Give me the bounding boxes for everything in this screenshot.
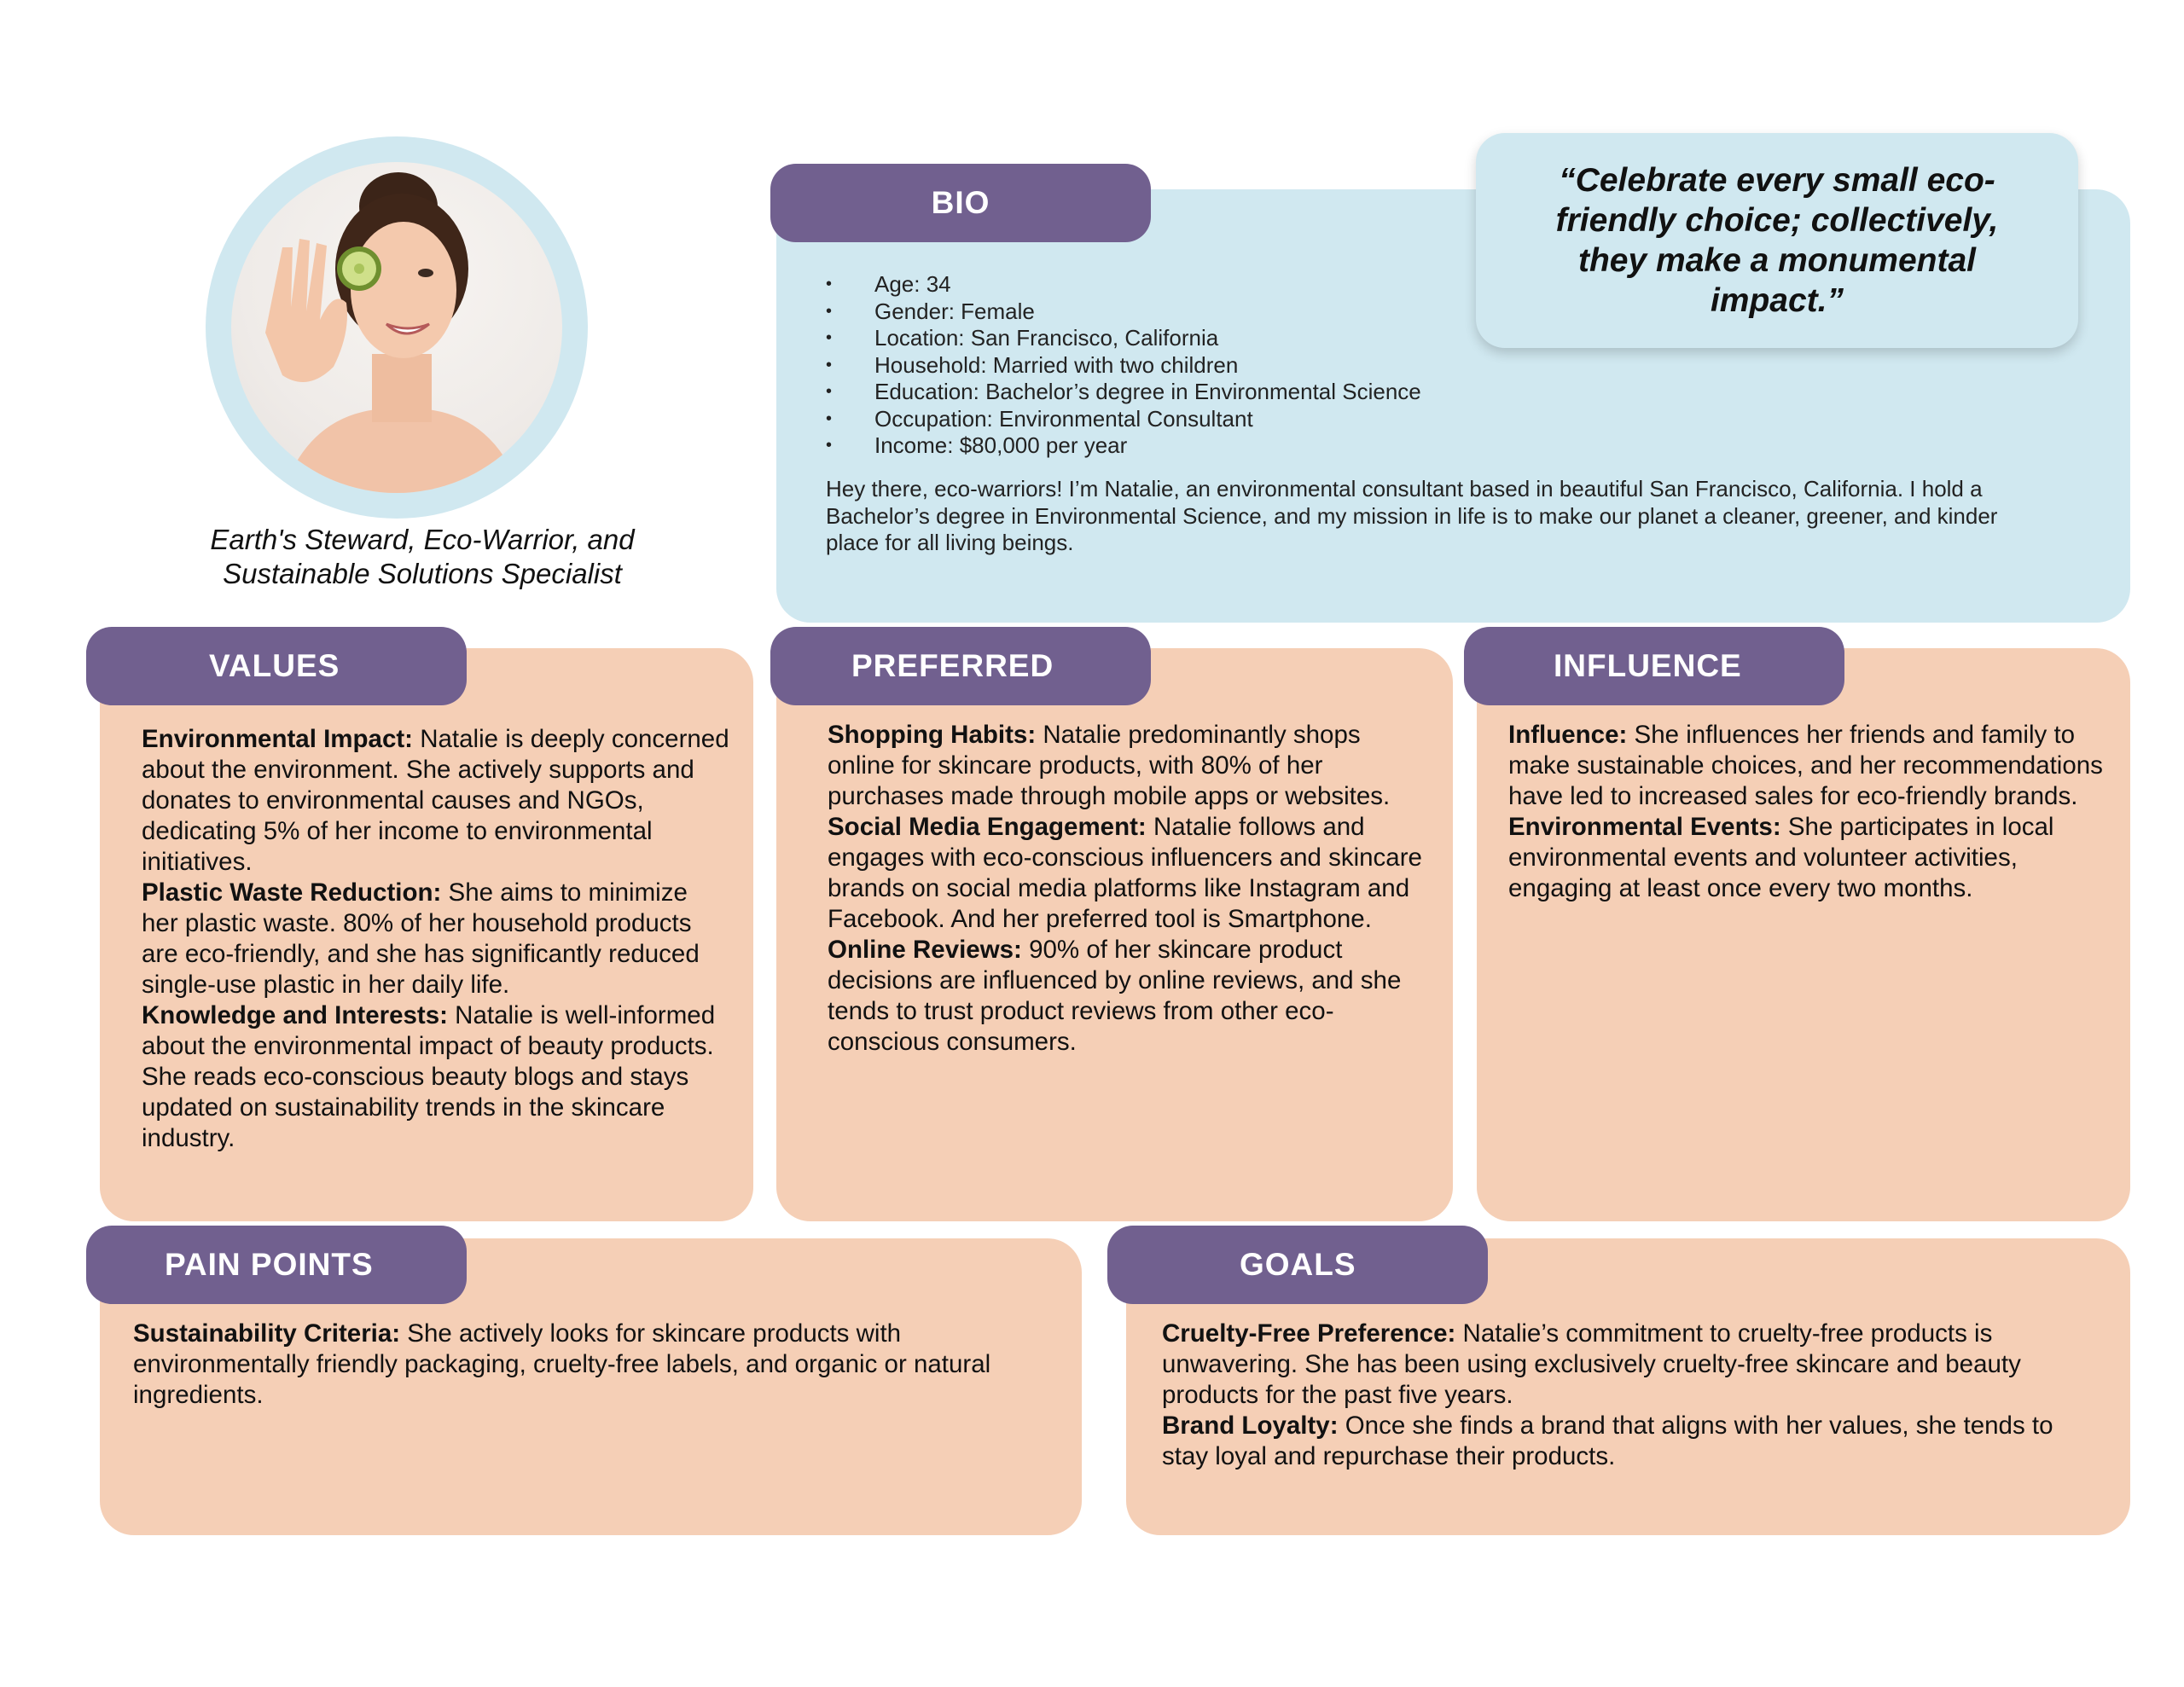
preferred-entry: [828, 935, 1433, 1058]
preferred-content: [828, 720, 1433, 1058]
bio-tab: BIO: [770, 164, 1151, 242]
goals-tab: GOALS: [1107, 1226, 1488, 1304]
persona-photo: [231, 162, 562, 493]
values-entry-label: Environmental Impact:: [142, 725, 414, 753]
bio-item-occupation: • Occupation: Environmental Consultant: [819, 406, 1421, 433]
bio-item-income: • Income: $80,000 per year: [819, 432, 1421, 460]
persona-avatar: [206, 136, 588, 519]
preferred-entry-text: 90% of her skincare product decisions are influenced by online reviews, and she tends to trust product reviews from other eco-conscious consumers.: [828, 936, 1402, 1056]
pain-points-entry-label: Sustainability Criteria:: [133, 1319, 401, 1348]
influence-entry-label: Influence:: [1508, 721, 1628, 749]
values-entry: [142, 724, 730, 878]
values-tab: VALUES: [86, 627, 467, 705]
preferred-entry-text: Natalie follows and engages with eco-conscious influencers and skincare brands on social media platforms like Instagram and Facebook. And her preferred tool is Smartphone.: [828, 813, 1422, 933]
influence-entry-label: Environmental Events:: [1508, 813, 1781, 841]
quote-card: [1476, 133, 2078, 348]
bio-item-age: • Age: 34: [819, 271, 1421, 299]
preferred-entry: [828, 720, 1433, 812]
influence-entry-text: She influences her friends and family to make sustainable choices, and her recommendations have led to increased sales for eco-friendly brands.: [1508, 721, 2103, 810]
values-entry: [142, 878, 730, 1000]
woman-portrait-image: [231, 162, 562, 493]
bio-item-household: • Household: Married with two children: [819, 352, 1421, 380]
bio-item-location: • Location: San Francisco, California: [819, 325, 1421, 352]
goals-entry: [1162, 1319, 2083, 1411]
goals-entry-label: Cruelty-Free Preference:: [1162, 1319, 1456, 1348]
preferred-entry-label: Social Media Engagement:: [828, 813, 1147, 841]
persona-quote: “Celebrate every small eco-friendly choice; collectively, they make a monumental impact.”: [1555, 162, 1999, 319]
values-entry-text: Natalie is deeply concerned about the environment. She actively supports and donates to environmental causes and NGOs, dedicating 5% of her income to environmental initiatives.: [142, 725, 729, 876]
preferred-tab: PREFERRED: [770, 627, 1151, 705]
bio-item-gender: • Gender: Female: [819, 299, 1421, 326]
preferred-entry-text: Natalie predominantly shops online for skincare products, with 80% of her purchases made through mobile apps or websites.: [828, 721, 1391, 810]
pain-points-content: [133, 1319, 1037, 1411]
influence-entry: [1508, 812, 2114, 904]
influence-content: [1508, 720, 2114, 904]
values-entry-label: Knowledge and Interests:: [142, 1001, 448, 1029]
tagline-line-2: Sustainable Solutions Specialist: [223, 558, 622, 589]
values-entry-text: She aims to minimize her plastic waste. 80% of her household products are eco-friendly, and she has significantly reduced single-use plastic in her daily life.: [142, 878, 700, 999]
tagline-line-1: Earth's Steward, Eco-Warrior, and: [210, 524, 635, 555]
values-entry-label: Plastic Waste Reduction:: [142, 878, 442, 907]
influence-tab: INFLUENCE: [1464, 627, 1844, 705]
goals-entry-text: Once she finds a brand that aligns with her values, she tends to stay loyal and repurchase their products.: [1162, 1412, 2053, 1470]
preferred-entry-label: Shopping Habits:: [828, 721, 1037, 749]
goals-entry: [1162, 1411, 2083, 1472]
pain-points-entry-text: She actively looks for skincare products with environmentally friendly packaging, cruelty-free labels, and organic or natural ingredients.: [133, 1319, 991, 1409]
bio-item-education: • Education: Bachelor’s degree in Environmental Science: [819, 379, 1421, 406]
pain-points-entry: [133, 1319, 1037, 1411]
values-entry-text: Natalie is well-informed about the environmental impact of beauty products. She reads eco-conscious beauty blogs and stays updated on sustainability trends in the skincare industry.: [142, 1001, 716, 1152]
influence-entry: [1508, 720, 2114, 812]
preferred-entry: [828, 812, 1433, 935]
influence-entry-text: She participates in local environmental events and volunteer activities, engaging at least once every two months.: [1508, 813, 2054, 902]
values-entry: [142, 1000, 730, 1154]
preferred-entry-label: Online Reviews:: [828, 936, 1022, 964]
pain-points-tab: PAIN POINTS: [86, 1226, 467, 1304]
persona-tagline: [136, 523, 708, 591]
bio-details-list: [819, 271, 1421, 460]
goals-entry-text: Natalie’s commitment to cruelty-free products is unwavering. She has been using exclusively cruelty-free skincare and beauty products for the past five years.: [1162, 1319, 2021, 1409]
goals-content: [1162, 1319, 2083, 1472]
bio-paragraph: Hey there, eco-warriors! I’m Natalie, an environmental consultant based in beautiful San Francisco, California. I hold a Bachelor’s degree in Environmental Science, and my mission in life is to make our planet a cleaner, greener, and kinder place for all living beings.: [826, 476, 1998, 555]
goals-entry-label: Brand Loyalty:: [1162, 1412, 1339, 1440]
values-content: [142, 724, 730, 1154]
